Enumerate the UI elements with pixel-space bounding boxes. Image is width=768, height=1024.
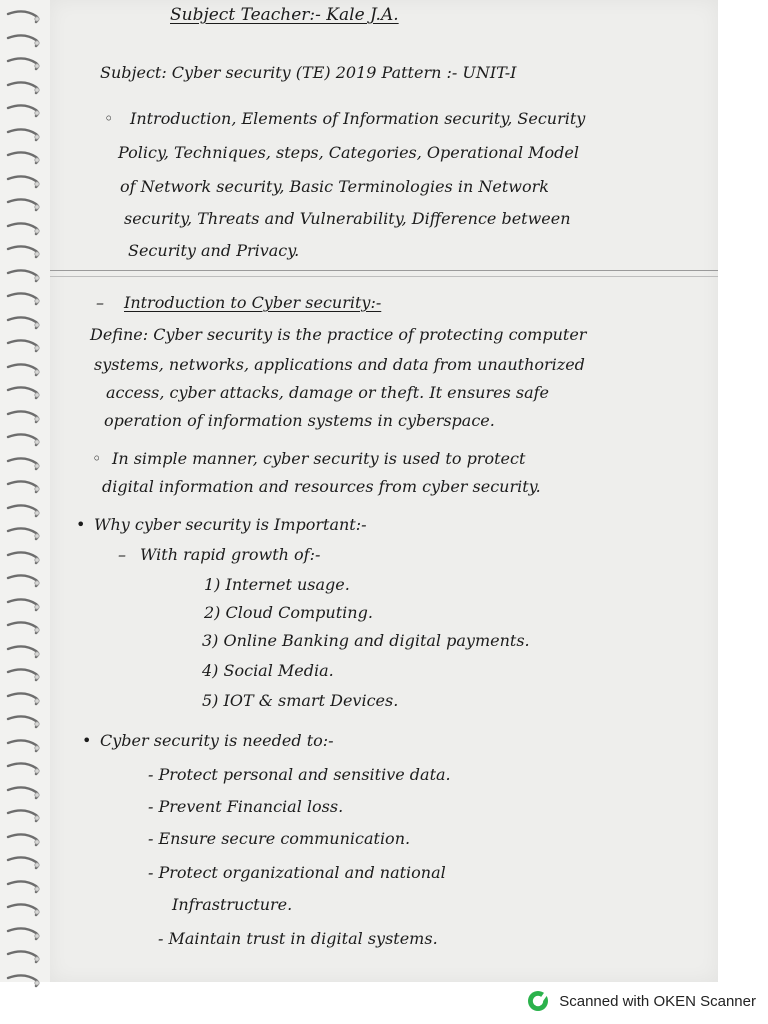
spiral-ring bbox=[6, 151, 42, 165]
spiral-ring bbox=[6, 245, 42, 259]
needed-item: - Protect personal and sensitive data. bbox=[148, 765, 451, 784]
why-item: 5) IOT & smart Devices. bbox=[202, 691, 399, 710]
spiral-binding bbox=[0, 0, 50, 982]
simple-line: In simple manner, cyber security is used to protect bbox=[112, 449, 526, 468]
spiral-ring bbox=[6, 222, 42, 236]
topic-bullet: ◦ bbox=[104, 109, 114, 128]
spiral-ring bbox=[6, 621, 42, 635]
spiral-ring bbox=[6, 739, 42, 753]
spiral-ring bbox=[6, 363, 42, 377]
needed-heading: Cyber security is needed to:- bbox=[100, 731, 334, 750]
spiral-ring bbox=[6, 833, 42, 847]
spiral-ring bbox=[6, 692, 42, 706]
teacher-line: Subject Teacher:- Kale J.A. bbox=[170, 5, 399, 25]
spiral-ring bbox=[6, 433, 42, 447]
spiral-ring bbox=[6, 715, 42, 729]
why-heading: Why cyber security is Important:- bbox=[94, 515, 367, 534]
intro-heading: Introduction to Cyber security:- bbox=[124, 293, 382, 312]
subject-line: Subject: Cyber security (TE) 2019 Pattern :- UNIT-I bbox=[100, 63, 517, 82]
spiral-ring bbox=[6, 410, 42, 424]
scanner-label: Scanned with OKEN Scanner bbox=[559, 992, 756, 1010]
spiral-ring bbox=[6, 598, 42, 612]
define-line: systems, networks, applications and data from unauthorized bbox=[94, 355, 585, 374]
simple-line: digital information and resources from cyber security. bbox=[102, 477, 541, 496]
spiral-ring bbox=[6, 10, 42, 24]
spiral-ring bbox=[6, 175, 42, 189]
needed-bullet: • bbox=[82, 731, 92, 750]
dash-mark: – bbox=[118, 545, 126, 564]
scanner-logo-icon bbox=[527, 990, 549, 1012]
spiral-ring bbox=[6, 104, 42, 118]
scanner-footer bbox=[527, 990, 756, 1012]
spiral-ring bbox=[6, 809, 42, 823]
spiral-ring bbox=[6, 645, 42, 659]
spiral-ring bbox=[6, 880, 42, 894]
why-item: 4) Social Media. bbox=[202, 661, 334, 680]
spiral-ring bbox=[6, 57, 42, 71]
spiral-ring bbox=[6, 974, 42, 988]
spiral-ring bbox=[6, 551, 42, 565]
divider bbox=[50, 270, 718, 271]
spiral-ring bbox=[6, 339, 42, 353]
spiral-ring bbox=[6, 950, 42, 964]
spiral-ring bbox=[6, 269, 42, 283]
define-line: Define: Cyber security is the practice of protecting computer bbox=[90, 325, 587, 344]
spiral-ring bbox=[6, 856, 42, 870]
spiral-ring bbox=[6, 316, 42, 330]
simple-bullet: ◦ bbox=[92, 449, 102, 468]
spiral-ring bbox=[6, 668, 42, 682]
define-line: access, cyber attacks, damage or theft. It ensures safe bbox=[106, 383, 550, 402]
spiral-ring bbox=[6, 128, 42, 142]
spiral-ring bbox=[6, 927, 42, 941]
topic-line: Introduction, Elements of Information security, Security bbox=[130, 109, 586, 128]
why-sub: With rapid growth of:- bbox=[140, 545, 321, 564]
spiral-ring bbox=[6, 574, 42, 588]
spiral-ring bbox=[6, 480, 42, 494]
topic-line: Security and Privacy. bbox=[128, 241, 300, 260]
spiral-ring bbox=[6, 527, 42, 541]
topic-line: Policy, Techniques, steps, Categories, Operational Model bbox=[118, 143, 580, 162]
topic-line: of Network security, Basic Terminologies in Network bbox=[120, 177, 549, 196]
needed-item: - Ensure secure communication. bbox=[148, 829, 411, 848]
spiral-ring bbox=[6, 81, 42, 95]
why-item: 2) Cloud Computing. bbox=[204, 603, 373, 622]
spiral-ring bbox=[6, 786, 42, 800]
spiral-ring bbox=[6, 34, 42, 48]
needed-item: - Prevent Financial loss. bbox=[148, 797, 344, 816]
needed-item: Infrastructure. bbox=[172, 895, 293, 914]
why-item: 1) Internet usage. bbox=[204, 575, 350, 594]
divider bbox=[50, 276, 718, 277]
spiral-ring bbox=[6, 504, 42, 518]
dash-mark: – bbox=[96, 293, 104, 312]
needed-item: - Maintain trust in digital systems. bbox=[158, 929, 438, 948]
spiral-ring bbox=[6, 198, 42, 212]
why-item: 3) Online Banking and digital payments. bbox=[202, 631, 530, 650]
define-line: operation of information systems in cyberspace. bbox=[104, 411, 495, 430]
why-bullet: • bbox=[76, 515, 86, 534]
spiral-ring bbox=[6, 292, 42, 306]
spiral-ring bbox=[6, 386, 42, 400]
topic-line: security, Threats and Vulnerability, Difference between bbox=[124, 209, 571, 228]
needed-item: - Protect organizational and national bbox=[148, 863, 446, 882]
spiral-ring bbox=[6, 457, 42, 471]
spiral-ring bbox=[6, 903, 42, 917]
spiral-ring bbox=[6, 762, 42, 776]
